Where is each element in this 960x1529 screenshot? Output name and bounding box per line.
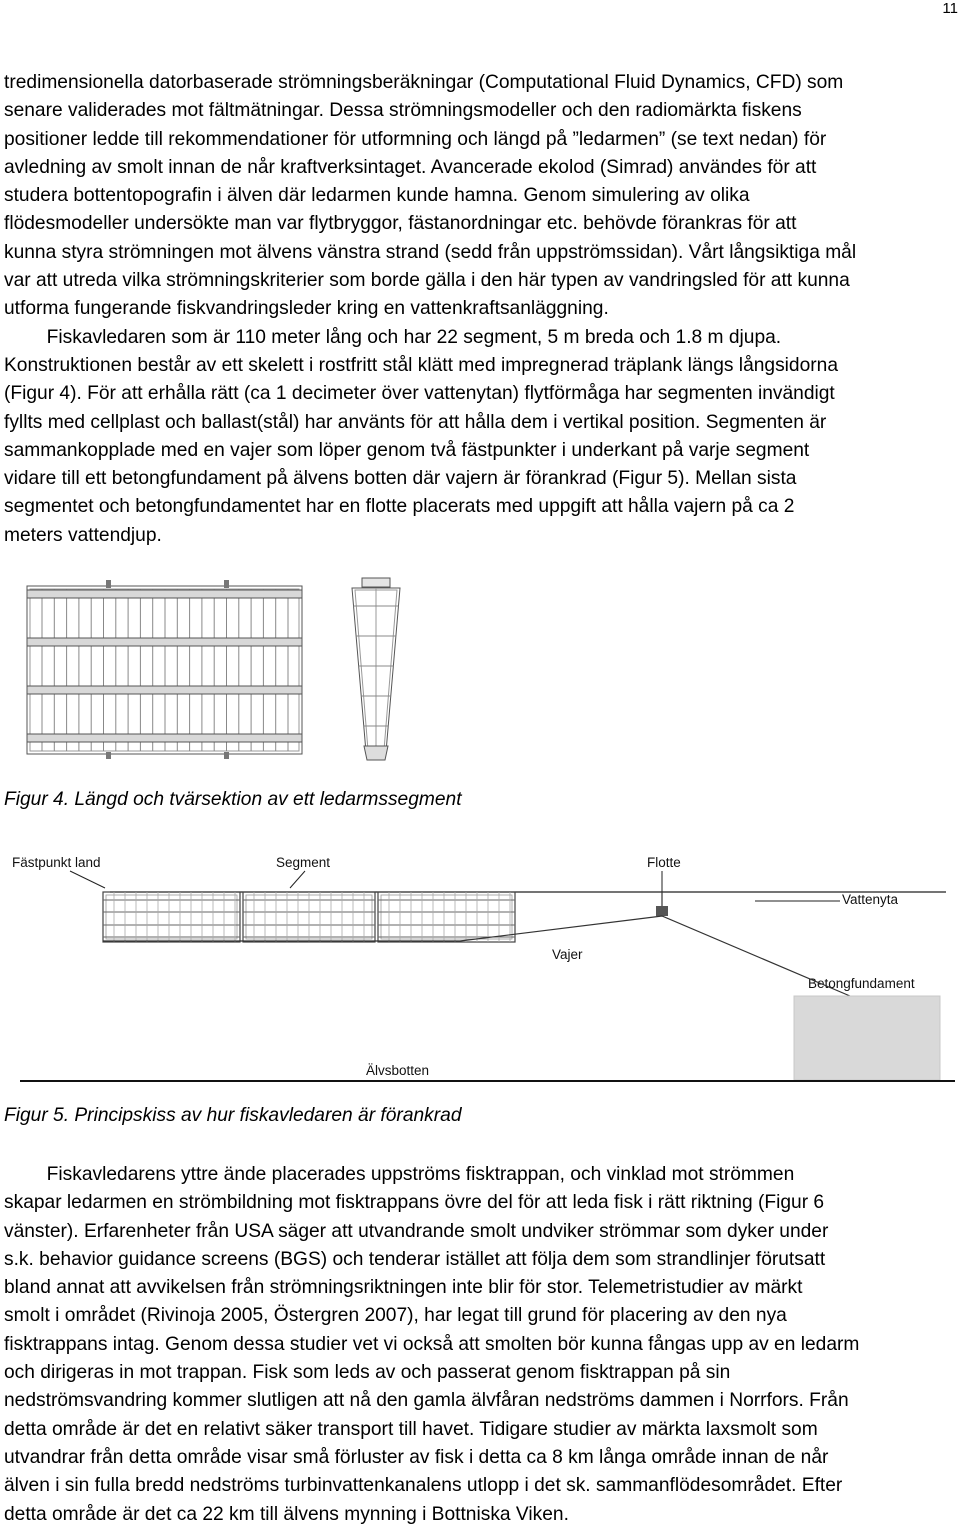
- betongfundament-block: [794, 996, 940, 1080]
- segment-block: [103, 892, 240, 942]
- segment-block: [378, 892, 515, 942]
- text-line: skapar ledarmen en strömbildning mot fisktrappans övre del för att leda fisk i rätt riktning (Figur 6: [4, 1192, 825, 1214]
- text-line: sammankopplade med en vajer som löper genom två fästpunkter i underkant på varje segment: [4, 439, 810, 461]
- segments: [103, 892, 515, 942]
- vajer-wire: [103, 916, 850, 996]
- text-line: Fiskavledaren som är 110 meter lång och har 22 segment, 5 m breda och 1.8 m djupa.: [4, 326, 782, 348]
- text-line: fisktrappans intag. Genom dessa studier vet vi också att smolten bör kunna fångas upp av en ledarm: [4, 1333, 860, 1355]
- text-line: Fiskavledarens yttre ände placerades uppströms fisktrappan, och vinklad mot strömmen: [4, 1164, 795, 1185]
- text-line: detta område är det ca 22 km till älvens mynning i Bottniska Viken.: [4, 1503, 569, 1525]
- text-line: kunna styra strömningen mot älvens vänstra strand (sedd från uppströmssidan). Vårt långsiktiga mål: [4, 241, 857, 263]
- label-vattenyta: Vattenyta: [842, 892, 899, 907]
- label-betongfundament: Betongfundament: [808, 976, 915, 991]
- text-line: meters vattendjup.: [4, 524, 162, 546]
- text-line: utvandrar från detta område visar små förluster av fisk i detta ca 8 km långa område innan de når: [4, 1446, 829, 1468]
- label-segment: Segment: [276, 855, 331, 870]
- text-line: s.k. behavior guidance screens (BGS) och tenderar istället att följa dem som strandlinjer förutsatt: [4, 1248, 826, 1270]
- page-number: 11: [942, 0, 958, 17]
- text-line: positioner ledde till rekommendationer för utformning och längd på ”ledarmen” (se text nedan) för: [4, 128, 827, 150]
- text-line: detta område är det en relativt säker transport till havet. Tidigare studier av märkta laxsmolt som: [4, 1418, 818, 1440]
- figure-5-caption: Figur 5. Principskiss av hur fiskavledaren är förankrad: [4, 1105, 462, 1126]
- text-line: bland annat att avvikelsen från strömningsriktningen inte blir för stor. Telemetristudier av märkt: [4, 1277, 803, 1299]
- text-line: senare validerades mot fältmätningar. Dessa strömningsmodeller och den radiomärkta fiskens: [4, 100, 802, 122]
- segment-block: [243, 892, 375, 942]
- text-line: smolt i området (Rivinoja 2005, Östergren 2007), har legat till grund för placering av den nya: [4, 1305, 787, 1327]
- text-line: och dirigeras in mot trappan. Fisk som leds av och passerat genom fisktrappan på sin: [4, 1362, 731, 1384]
- figure-5-drawing: [10, 848, 956, 1084]
- text-line: (Figur 4). För att erhålla rätt (ca 1 decimeter över vattenytan) flytförmåga har segmenten invändigt: [4, 383, 835, 405]
- text-line: avledning av smolt innan de når kraftverksintaget. Avancerade ekolod (Simrad) användes för att: [4, 156, 817, 178]
- figure-4-caption: Figur 4. Längd och tvärsektion av ett ledarmssegment: [4, 789, 462, 810]
- text-line: segmentet och betongfundamentet har en flotte placerats med uppgift att hålla vajern på ca 2: [4, 496, 795, 518]
- text-line: vänster). Erfarenheter från USA säger att utvandrande smolt undviker strömmar som dyker under: [4, 1220, 829, 1242]
- text-line: tredimensionella datorbaserade strömningsberäkningar (Computational Fluid Dynamics, CFD) som: [4, 72, 844, 93]
- label-alvsbotten: Älvsbotten: [366, 1063, 430, 1078]
- text-line: älven i sin fulla bredd nedströms turbinvattenkanalens utlopp i det sk. sammanflödesområdet. Efter: [4, 1475, 843, 1497]
- figure-4-drawing: [24, 576, 404, 766]
- label-fastpunkt-land: Fästpunkt land: [12, 855, 101, 870]
- segment-length-view: [27, 580, 302, 759]
- text-line: vidare till ett betongfundament på älvens botten där vajern är förankrad (Figur 5). Mellan sista: [4, 468, 797, 490]
- text-line: utforma fungerande fiskvandringsleder kring en vattenkraftsanläggning.: [4, 298, 609, 320]
- segment-cross-section: [352, 578, 400, 760]
- label-vajer: Vajer: [552, 947, 583, 962]
- text-line: var att utreda vilka strömningskriterier som borde gälla i den här typen av vandringsled för att kunna: [4, 270, 850, 292]
- flotte-float: [656, 892, 668, 916]
- paragraph-1: [4, 69, 954, 550]
- text-line: Konstruktionen består av ett skelett i rostfritt stål klätt med impregnerad träplank längs långsidorna: [4, 354, 839, 376]
- label-flotte: Flotte: [647, 855, 681, 870]
- text-line: fyllts med cellplast och ballast(stål) har använts för att hålla dem i vertikal position. Segmenten är: [4, 411, 827, 433]
- text-line: studera bottentopografin i älven där ledarmen kunde hamna. Genom simulering av olika: [4, 185, 750, 207]
- text-line: nedströmsvandring kommer slutligen att nå den gamla älvfåran nedströms dammen i Norrfors. Från: [4, 1390, 849, 1412]
- text-line: flödesmodeller undersökte man var flytbryggor, fästanordningar etc. behövde förankras för att: [4, 213, 797, 235]
- paragraph-2: [4, 1161, 954, 1529]
